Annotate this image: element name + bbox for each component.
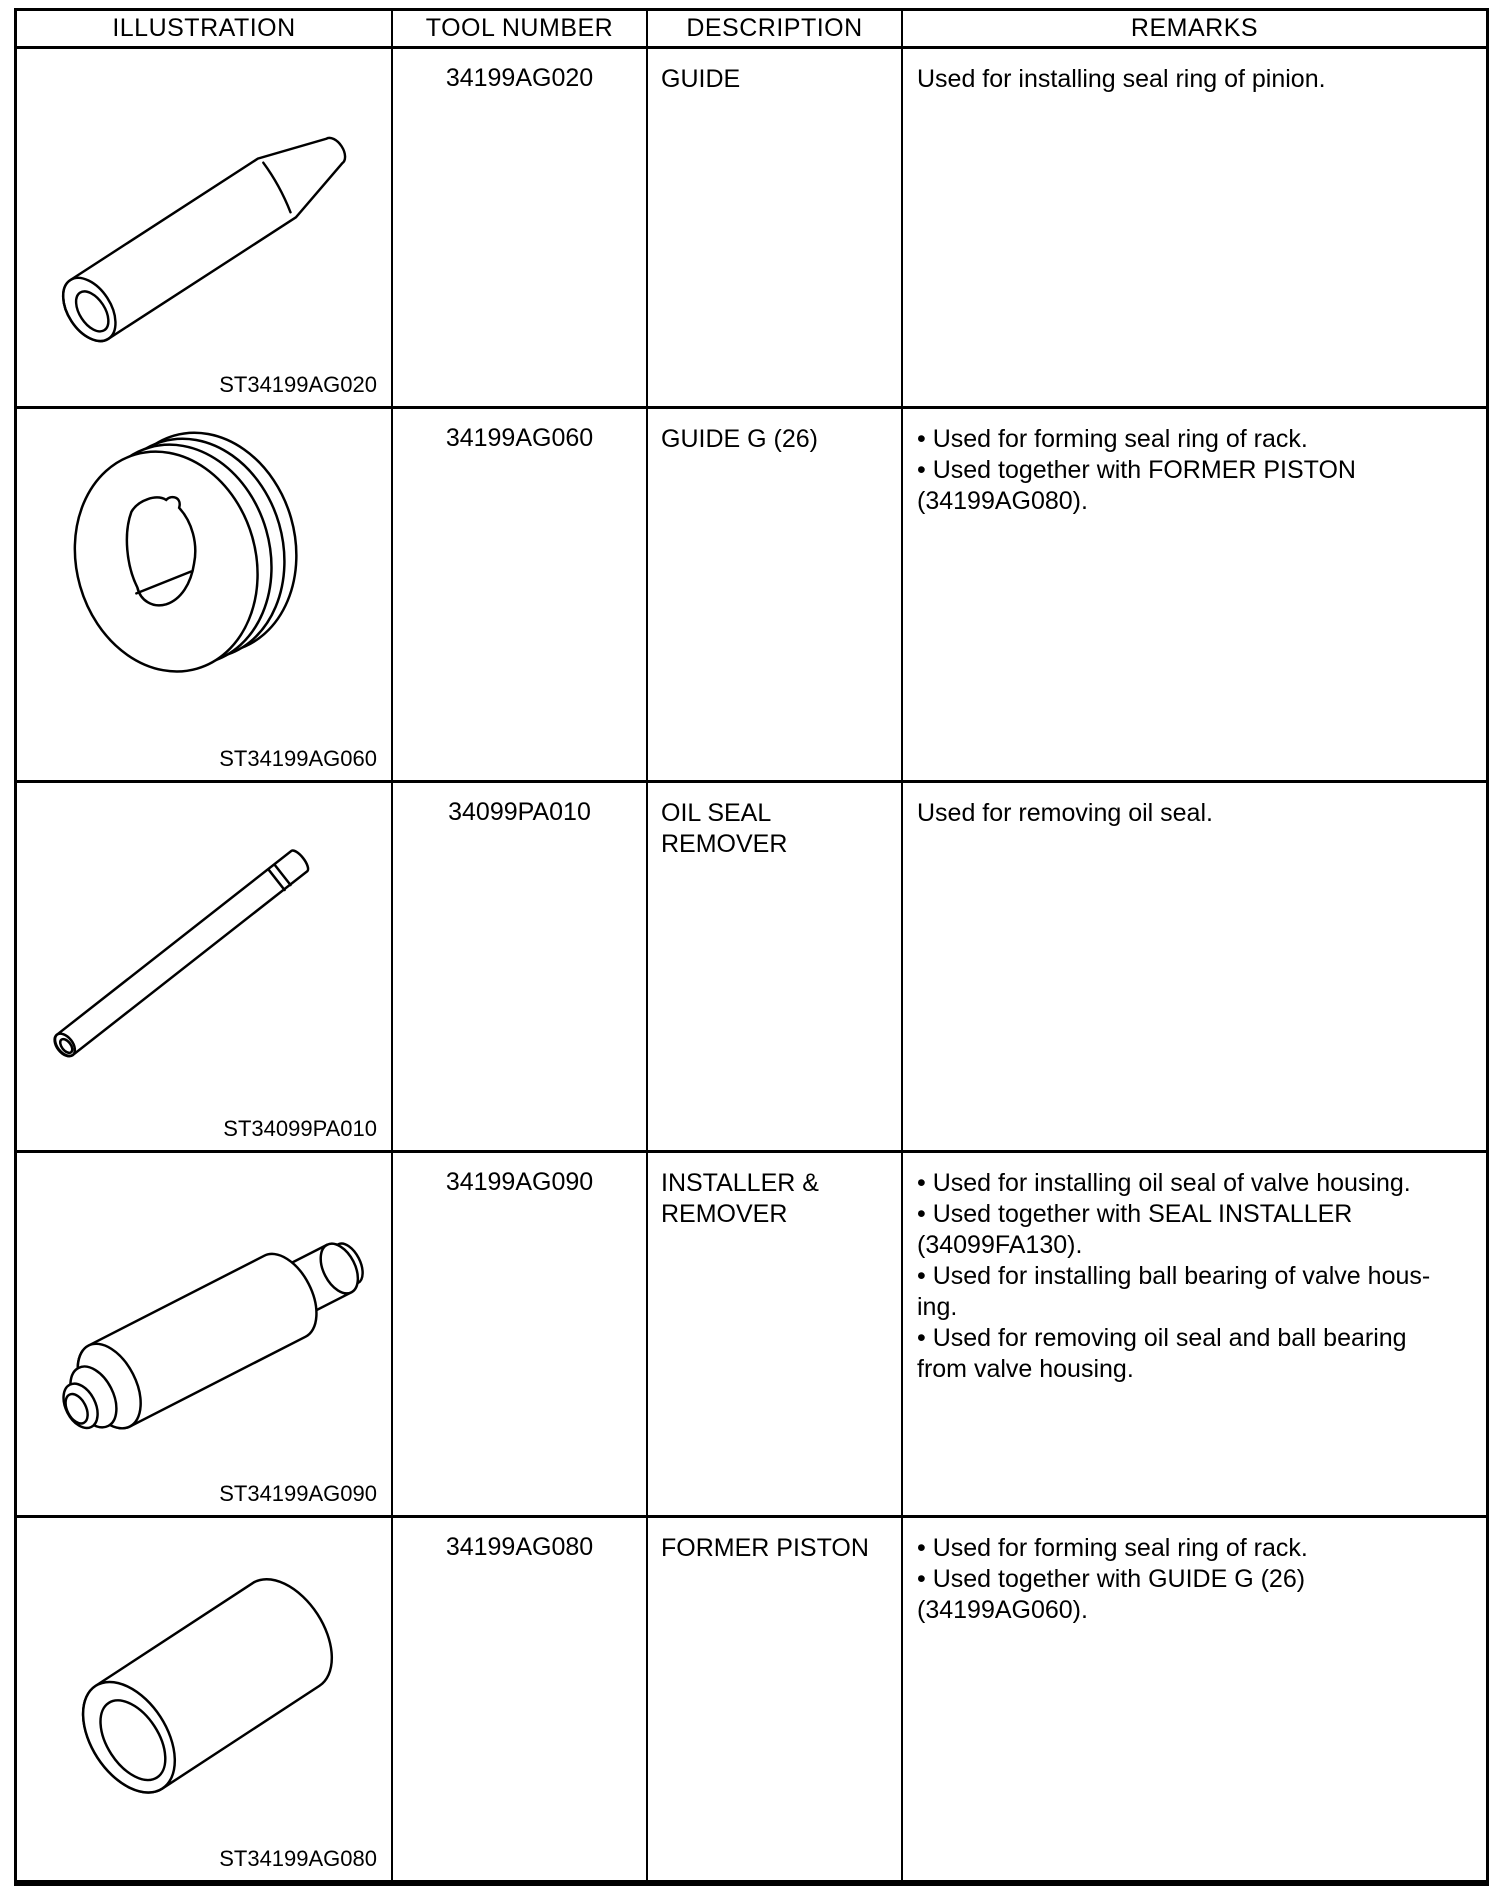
tool-remarks <box>903 783 1486 1153</box>
tool-number: 34199AG020 <box>393 49 648 409</box>
column-header-description: DESCRIPTION <box>648 11 903 49</box>
illustration-caption: ST34099PA010 <box>223 1116 377 1141</box>
text-line: from valve housing. <box>917 1355 1134 1383</box>
tool-number: 34199AG080 <box>393 1518 648 1880</box>
text-line: (34099FA130). <box>917 1231 1083 1259</box>
tool-description <box>648 409 903 783</box>
column-header-remarks: REMARKS <box>903 11 1486 49</box>
text-line: • Used for removing oil seal and ball bearing <box>917 1324 1407 1352</box>
tool-number: 34199AG060 <box>393 409 648 783</box>
text-line: • Used together with SEAL INSTALLER <box>917 1200 1353 1228</box>
text-line: Used for installing seal ring of pinion. <box>917 65 1326 93</box>
text-line: (34199AG060). <box>917 1596 1088 1624</box>
tool-remarks <box>903 49 1486 409</box>
tool-remarks <box>903 1153 1486 1518</box>
table-row-1-illustration <box>17 49 393 409</box>
text-line: GUIDE G (26) <box>661 425 818 453</box>
stepped-cylinder-tool-icon <box>17 1153 391 1469</box>
tool-number: 34199AG090 <box>393 1153 648 1518</box>
tool-remarks <box>903 409 1486 783</box>
tool-description <box>648 1153 903 1518</box>
text-line: REMOVER <box>661 830 788 858</box>
illustration-caption: ST34199AG020 <box>219 372 377 397</box>
tool-number: 34099PA010 <box>393 783 648 1153</box>
special-tools-table <box>14 8 1489 1886</box>
text-line: • Used for forming seal ring of rack. <box>917 1534 1308 1562</box>
tool-remarks <box>903 1518 1486 1880</box>
illustration-caption: ST34199AG060 <box>219 746 377 771</box>
illustration-caption: ST34199AG080 <box>219 1846 377 1871</box>
text-line: (34199AG080). <box>917 487 1088 515</box>
column-header-illustration: ILLUSTRATION <box>17 11 393 49</box>
tapered-guide-tool-icon <box>17 49 391 360</box>
hollow-sleeve-tool-icon <box>17 1518 391 1834</box>
tool-description <box>648 49 903 409</box>
text-line: Used for removing oil seal. <box>917 799 1213 827</box>
text-line: FORMER PISTON <box>661 1534 869 1562</box>
grooved-disc-tool-icon <box>17 409 391 734</box>
table-row-4-illustration <box>17 1153 393 1518</box>
table-row-2-illustration <box>17 409 393 783</box>
column-header-tool-number: TOOL NUMBER <box>393 11 648 49</box>
text-line: • Used for installing oil seal of valve housing. <box>917 1169 1411 1197</box>
text-line: OIL SEAL <box>661 799 772 827</box>
text-line: • Used for installing ball bearing of valve hous- <box>917 1262 1431 1290</box>
tool-description <box>648 1518 903 1880</box>
text-line: • Used for forming seal ring of rack. <box>917 425 1308 453</box>
table-row-5-illustration <box>17 1518 393 1880</box>
text-line: ing. <box>917 1293 958 1321</box>
tool-description <box>648 783 903 1153</box>
text-line: REMOVER <box>661 1200 788 1228</box>
long-rod-tool-icon <box>17 783 391 1104</box>
text-line: • Used together with FORMER PISTON <box>917 456 1356 484</box>
table-row-3-illustration <box>17 783 393 1153</box>
text-line: INSTALLER & <box>661 1169 819 1197</box>
text-line: • Used together with GUIDE G (26) <box>917 1565 1306 1593</box>
text-line: GUIDE <box>661 65 741 93</box>
illustration-caption: ST34199AG090 <box>219 1481 377 1506</box>
